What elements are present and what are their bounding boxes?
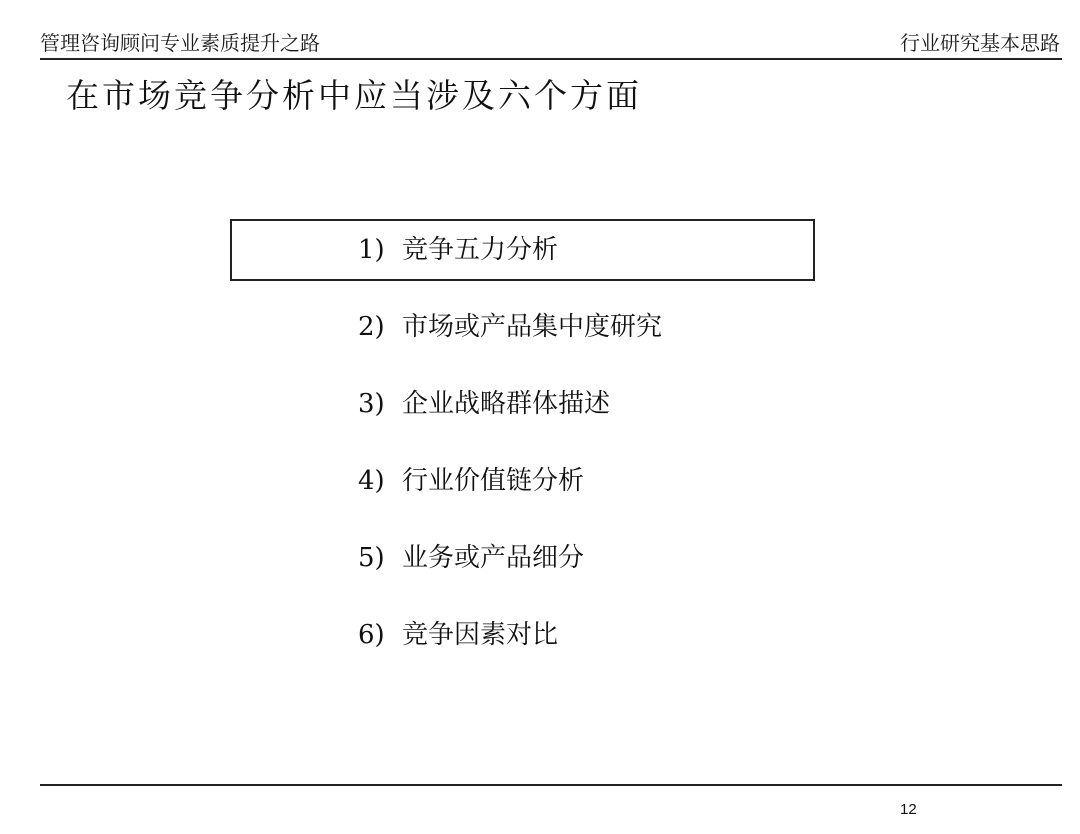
aspect-label: 业务或产品细分 (402, 543, 585, 573)
aspect-number: 4) (358, 466, 385, 496)
aspect-number: 2) (358, 312, 385, 342)
aspect-label: 市场或产品集中度研究 (402, 312, 663, 342)
aspect-item-4 (358, 461, 584, 501)
aspect-number: 5) (358, 543, 385, 573)
aspect-item-2 (358, 307, 662, 347)
aspect-number: 6) (358, 620, 385, 650)
slide-title: 在市场竞争分析中应当涉及六个方面 (66, 76, 642, 115)
aspect-number: 3) (358, 389, 385, 419)
page-number: 12 (900, 801, 917, 818)
aspect-item-6 (358, 615, 558, 655)
header-divider (40, 58, 1062, 60)
aspect-item-5 (358, 538, 584, 578)
aspect-label: 竞争五力分析 (402, 235, 559, 265)
aspect-item-3 (358, 384, 610, 424)
header-left-title: 管理咨询顾问专业素质提升之路 (40, 31, 320, 55)
header-right-title: 行业研究基本思路 (900, 31, 1060, 55)
aspect-number: 1) (358, 235, 385, 265)
footer-divider (40, 784, 1062, 786)
aspect-label: 企业战略群体描述 (402, 389, 611, 419)
aspect-label: 行业价值链分析 (402, 466, 585, 496)
aspect-item-1 (358, 230, 558, 270)
aspect-label: 竞争因素对比 (402, 620, 559, 650)
